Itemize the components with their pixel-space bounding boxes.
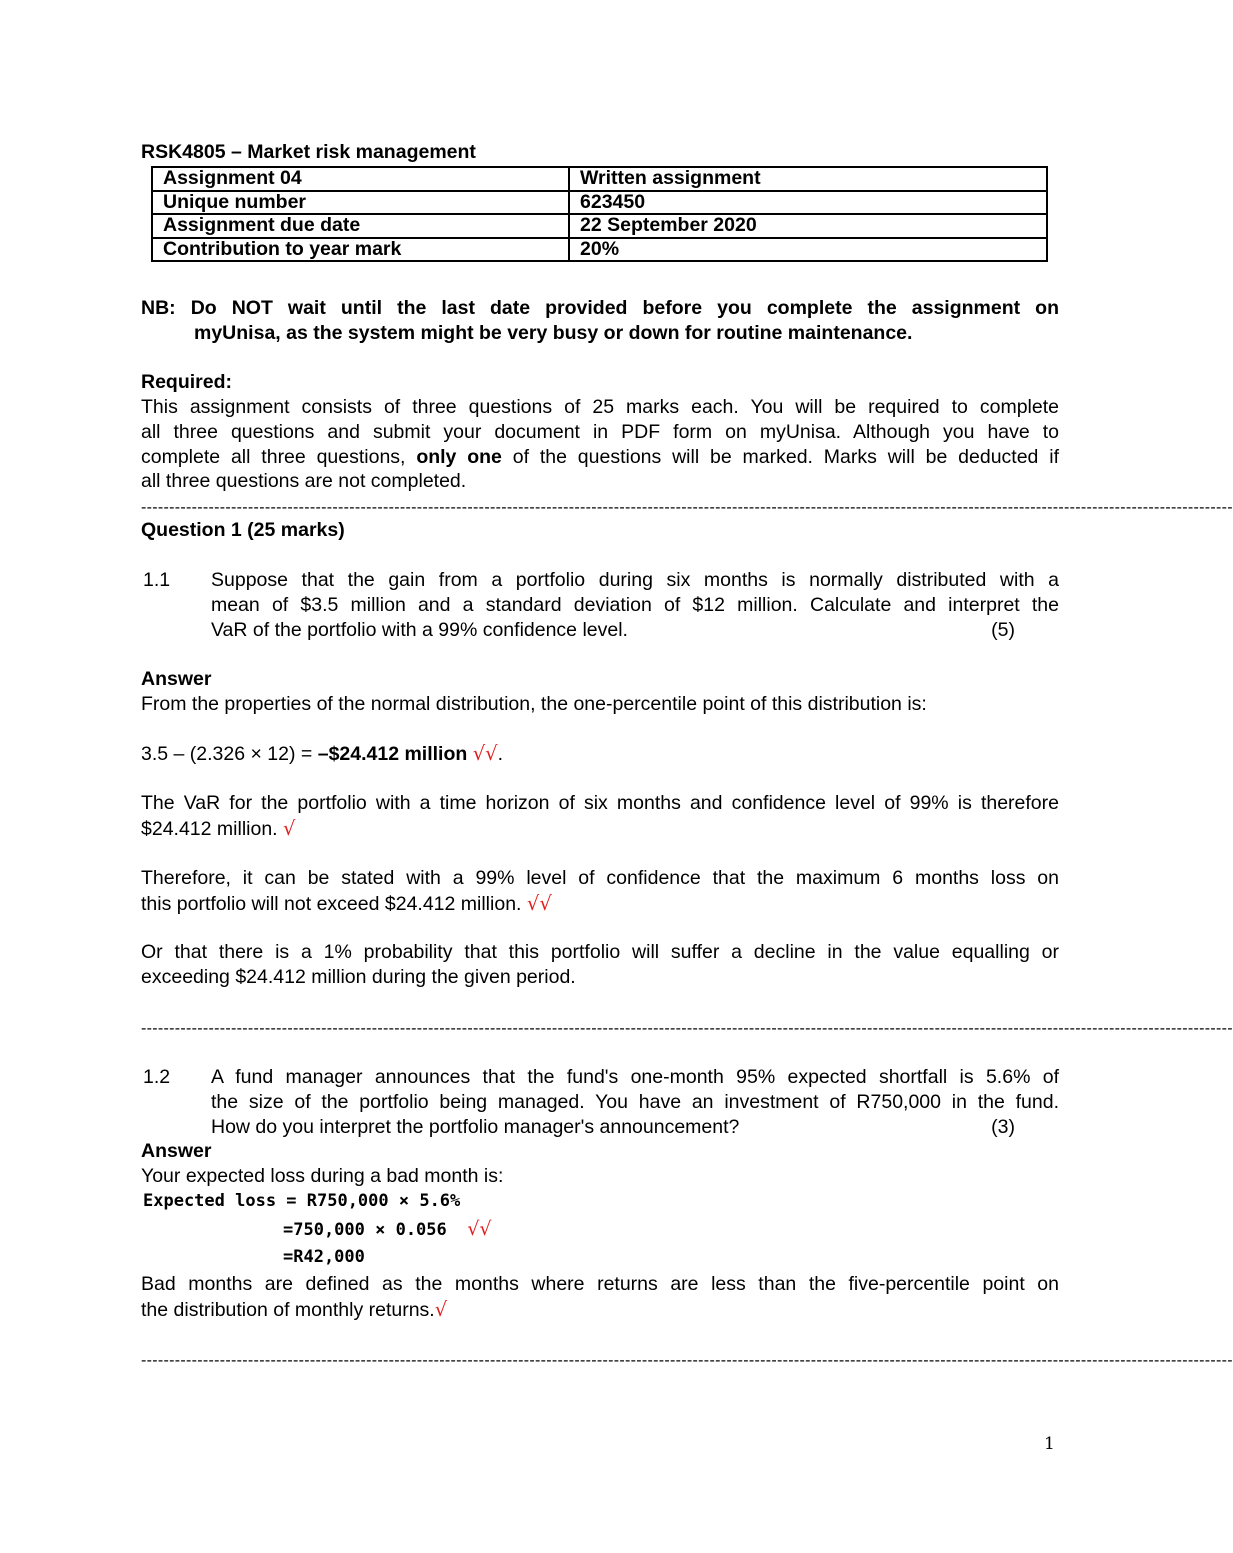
bad-month-line-2: [141, 1297, 1059, 1323]
notice-line-2: myUnisa, as the system might be very busy or down for routine maintenance.: [194, 322, 913, 344]
table-cell-value: Written assignment: [569, 167, 1047, 191]
table-cell-label: Unique number: [152, 191, 569, 215]
tick-mark-icon: √: [434, 1298, 448, 1321]
question-line-text: VaR of the portfolio with a 99% confidence level.: [211, 619, 628, 641]
answer-calculation: [141, 741, 1059, 767]
table-row: [152, 214, 1047, 238]
calc-step-text: =750,000 × 0.056: [283, 1220, 447, 1240]
table-row: [152, 238, 1047, 262]
question-line: Suppose that the gain from a portfolio during six months is normally distributed with a: [211, 569, 1059, 591]
table-row: [152, 167, 1047, 191]
question-line: A fund manager announces that the fund's one-month 95% expected shortfall is 5.6% of: [211, 1066, 1059, 1088]
calc-step-2: [283, 1218, 491, 1241]
table-cell-label: Contribution to year mark: [152, 238, 569, 262]
required-text: complete all three questions,: [141, 446, 417, 468]
var-line-1: The VaR for the portfolio with a time horizon of six months and confidence level of 99% is therefore: [141, 792, 1059, 814]
confidence-text: this portfolio will not exceed $24.412 million.: [141, 893, 527, 915]
bad-month-line-1: Bad months are defined as the months where returns are less than the five-percentile point on: [141, 1273, 1059, 1295]
answer-intro: From the properties of the normal distribution, the one-percentile point of this distribution is:: [141, 693, 927, 715]
required-text: of the questions will be marked. Marks will be deducted if: [501, 446, 1059, 468]
calc-expected-loss: Expected loss = R750,000 × 5.6%: [143, 1191, 461, 1211]
tick-mark-icon: √√: [467, 1218, 492, 1240]
var-line-2: [141, 816, 1059, 842]
required-line-2: all three questions and submit your document in PDF form on myUnisa. Although you have to: [141, 421, 1059, 443]
required-line-1: This assignment consists of three questions of 25 marks each. You will be required to complete: [141, 396, 1059, 418]
tick-mark-icon: √: [283, 817, 296, 840]
question-number: 1.2: [143, 1066, 171, 1088]
notice-block: [141, 296, 1059, 346]
question-line: the size of the portfolio being managed. You have an investment of R750,000 in the fund.: [211, 1091, 1059, 1113]
table-cell-label: Assignment due date: [152, 214, 569, 238]
required-line-4: all three questions are not completed.: [141, 470, 467, 492]
confidence-line-1: Therefore, it can be stated with a 99% level of confidence that the maximum 6 months loss on: [141, 867, 1059, 889]
bad-month-text: the distribution of monthly returns.: [141, 1299, 435, 1321]
notice-line-1: NB: Do NOT wait until the last date provided before you complete the assignment on: [141, 297, 1059, 319]
table-cell-value: 623450: [569, 191, 1047, 215]
tick-mark-icon: √√: [472, 742, 498, 765]
required-line-3: [141, 445, 1059, 470]
var-text: $24.412 million.: [141, 818, 284, 840]
calc-step-3: =R42,000: [283, 1247, 365, 1267]
separator-line: --------------------------------------------------------------------------------------------------------------------------------------------------------------------------------------------------: [141, 1352, 1233, 1369]
question-line: [211, 618, 1059, 643]
question-1-1-text: [211, 568, 1059, 643]
question-line: [211, 1115, 1059, 1140]
table-cell-value: 22 September 2020: [569, 214, 1047, 238]
question-1-heading: Question 1 (25 marks): [141, 519, 345, 541]
answer-intro: Your expected loss during a bad month is:: [141, 1165, 504, 1187]
question-1-2-text: [211, 1065, 1059, 1140]
marks-label: (3): [991, 1116, 1015, 1138]
table-row: [152, 191, 1047, 215]
required-heading: Required:: [141, 371, 233, 393]
marks-label: (5): [991, 619, 1015, 641]
question-line: mean of $3.5 million and a standard deviation of $12 million. Calculate and interpret the: [211, 594, 1059, 616]
separator-line: --------------------------------------------------------------------------------------------------------------------------------------------------------------------------------------------------: [141, 499, 1233, 516]
course-title: RSK4805 – Market risk management: [141, 141, 476, 163]
page-number: 1: [1044, 1434, 1055, 1454]
tick-mark-icon: √√: [526, 892, 552, 915]
calc-text: .: [497, 743, 504, 765]
question-line-text: How do you interpret the portfolio manager's announcement?: [211, 1116, 740, 1138]
question-number: 1.1: [143, 569, 171, 591]
separator-line: --------------------------------------------------------------------------------------------------------------------------------------------------------------------------------------------------: [141, 1020, 1233, 1037]
answer-heading: Answer: [141, 1140, 212, 1162]
required-emphasis: only one: [416, 446, 502, 468]
probability-line-2: exceeding $24.412 million during the given period.: [141, 966, 576, 988]
probability-line-1: Or that there is a 1% probability that this portfolio will suffer a decline in the value equalling or: [141, 941, 1059, 963]
assignment-info-table: [151, 166, 1048, 262]
calc-text: 3.5 – (2.326 × 12) =: [141, 743, 318, 765]
confidence-line-2: [141, 891, 1059, 917]
table-cell-value: 20%: [569, 238, 1047, 262]
calc-result: –$24.412 million: [317, 743, 468, 765]
table-cell-label: Assignment 04: [152, 167, 569, 191]
answer-heading: Answer: [141, 668, 212, 690]
